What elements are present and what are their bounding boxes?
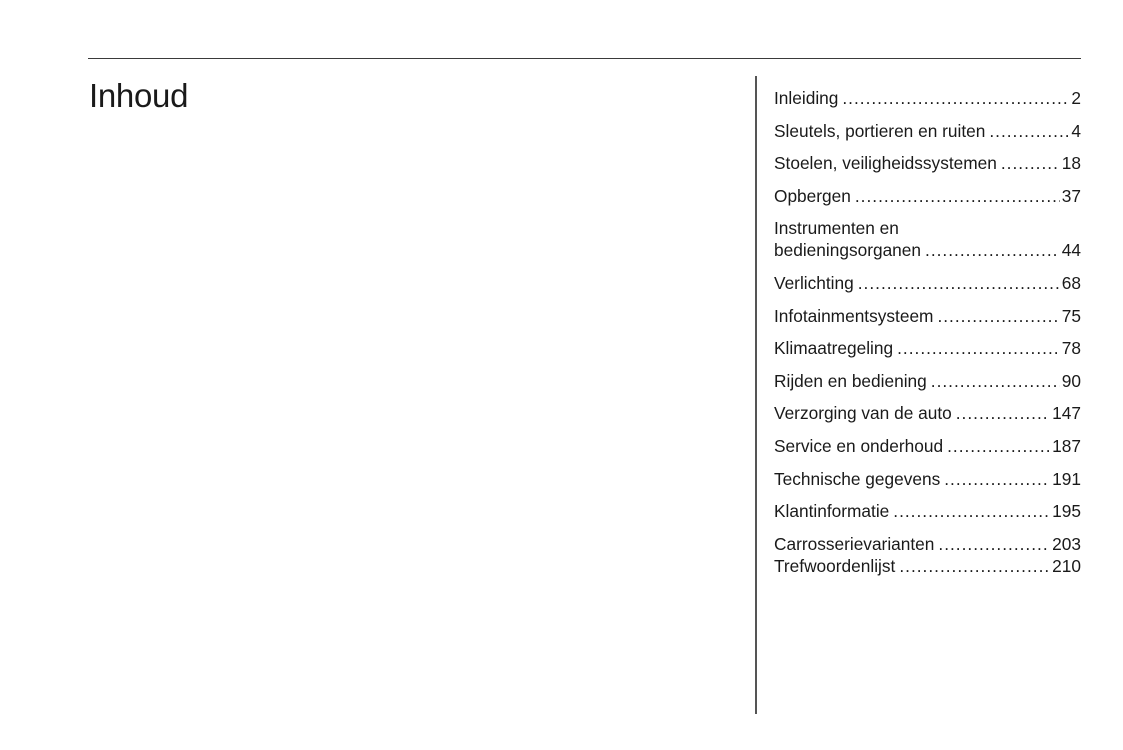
dot-leader bbox=[947, 435, 1050, 457]
toc-entry-trefwoordenlijst[interactable] bbox=[774, 555, 1081, 577]
toc-entry-page-number: 210 bbox=[1052, 555, 1081, 576]
toc-entry-label: Technische gegevens bbox=[774, 468, 941, 489]
toc-entry-verlichting[interactable] bbox=[774, 272, 1081, 294]
dot-leader bbox=[855, 185, 1060, 207]
toc-entry-label-first-line: Instrumenten en bbox=[774, 218, 899, 239]
toc-entry-page-number: 187 bbox=[1052, 435, 1081, 456]
toc-entry-page-number: 18 bbox=[1061, 153, 1081, 174]
toc-entry-label: Verlichting bbox=[774, 272, 854, 293]
dot-leader bbox=[897, 337, 1060, 359]
toc-entry-page-number: 147 bbox=[1052, 403, 1081, 424]
toc-entry-label: Service en onderhoud bbox=[774, 435, 944, 456]
toc-entry-page-number: 203 bbox=[1052, 533, 1081, 554]
table-of-contents bbox=[774, 87, 1081, 587]
dot-leader bbox=[931, 370, 1060, 392]
toc-entry-label: Infotainmentsysteem bbox=[774, 305, 934, 326]
dot-leader bbox=[893, 500, 1050, 522]
toc-entry-label: Klantinformatie bbox=[774, 501, 890, 522]
toc-entry-label: bedieningsorganen bbox=[774, 240, 922, 261]
toc-entry-carrosserievarianten[interactable] bbox=[774, 533, 1081, 555]
toc-entry-stoelen[interactable] bbox=[774, 152, 1081, 174]
toc-entry-page-number: 191 bbox=[1052, 468, 1081, 489]
toc-entry-label: Inleiding bbox=[774, 88, 839, 108]
toc-entry-page-number: 78 bbox=[1061, 338, 1081, 359]
dot-leader bbox=[1001, 152, 1060, 174]
toc-entry-verzorging[interactable] bbox=[774, 402, 1081, 424]
toc-entry-klimaatregeling[interactable] bbox=[774, 337, 1081, 359]
toc-entry-label: Verzorging van de auto bbox=[774, 403, 952, 424]
toc-entry-page-number: 90 bbox=[1061, 370, 1081, 391]
toc-entry-service[interactable] bbox=[774, 435, 1081, 457]
dot-leader bbox=[937, 305, 1059, 327]
toc-entry-opbergen[interactable] bbox=[774, 185, 1081, 207]
toc-entry-page-number: 4 bbox=[1071, 120, 1081, 141]
toc-entry-rijden[interactable] bbox=[774, 370, 1081, 392]
toc-entry-inleiding[interactable] bbox=[774, 87, 1081, 109]
toc-entry-technische-gegevens[interactable] bbox=[774, 468, 1081, 490]
toc-entry-label: Opbergen bbox=[774, 185, 851, 206]
toc-entry-page-number: 68 bbox=[1061, 272, 1081, 293]
toc-entry-page-number: 44 bbox=[1061, 240, 1081, 261]
toc-entry-page-number: 195 bbox=[1052, 501, 1081, 522]
toc-entry-infotainment[interactable] bbox=[774, 305, 1081, 327]
header-rule bbox=[88, 58, 1081, 59]
toc-entry-klantinformatie[interactable] bbox=[774, 500, 1081, 522]
toc-entry-label: Trefwoordenlijst bbox=[774, 555, 896, 576]
dot-leader bbox=[899, 555, 1050, 577]
dot-leader bbox=[989, 120, 1069, 142]
dot-leader bbox=[938, 533, 1050, 555]
toc-entry-page-number: 2 bbox=[1071, 88, 1081, 108]
dot-leader bbox=[944, 468, 1050, 490]
dot-leader bbox=[956, 402, 1050, 424]
toc-entry-page-number: 75 bbox=[1061, 305, 1081, 326]
dot-leader bbox=[925, 239, 1060, 261]
page-title: Inhoud bbox=[89, 77, 189, 114]
toc-entry-label: Stoelen, veiligheidssystemen bbox=[774, 153, 997, 174]
toc-entry-page-number: 37 bbox=[1061, 185, 1081, 206]
toc-entry-label: Rijden en bediening bbox=[774, 370, 927, 391]
toc-entry-label: Sleutels, portieren en ruiten bbox=[774, 120, 986, 141]
toc-entry-label: Carrosserievarianten bbox=[774, 533, 935, 554]
toc-entry-label: Klimaatregeling bbox=[774, 338, 894, 359]
toc-entry-sleutels[interactable] bbox=[774, 120, 1081, 142]
dot-leader bbox=[858, 272, 1060, 294]
column-divider bbox=[755, 76, 757, 714]
dot-leader bbox=[842, 87, 1069, 109]
toc-entry-instrumenten[interactable] bbox=[774, 217, 1081, 261]
